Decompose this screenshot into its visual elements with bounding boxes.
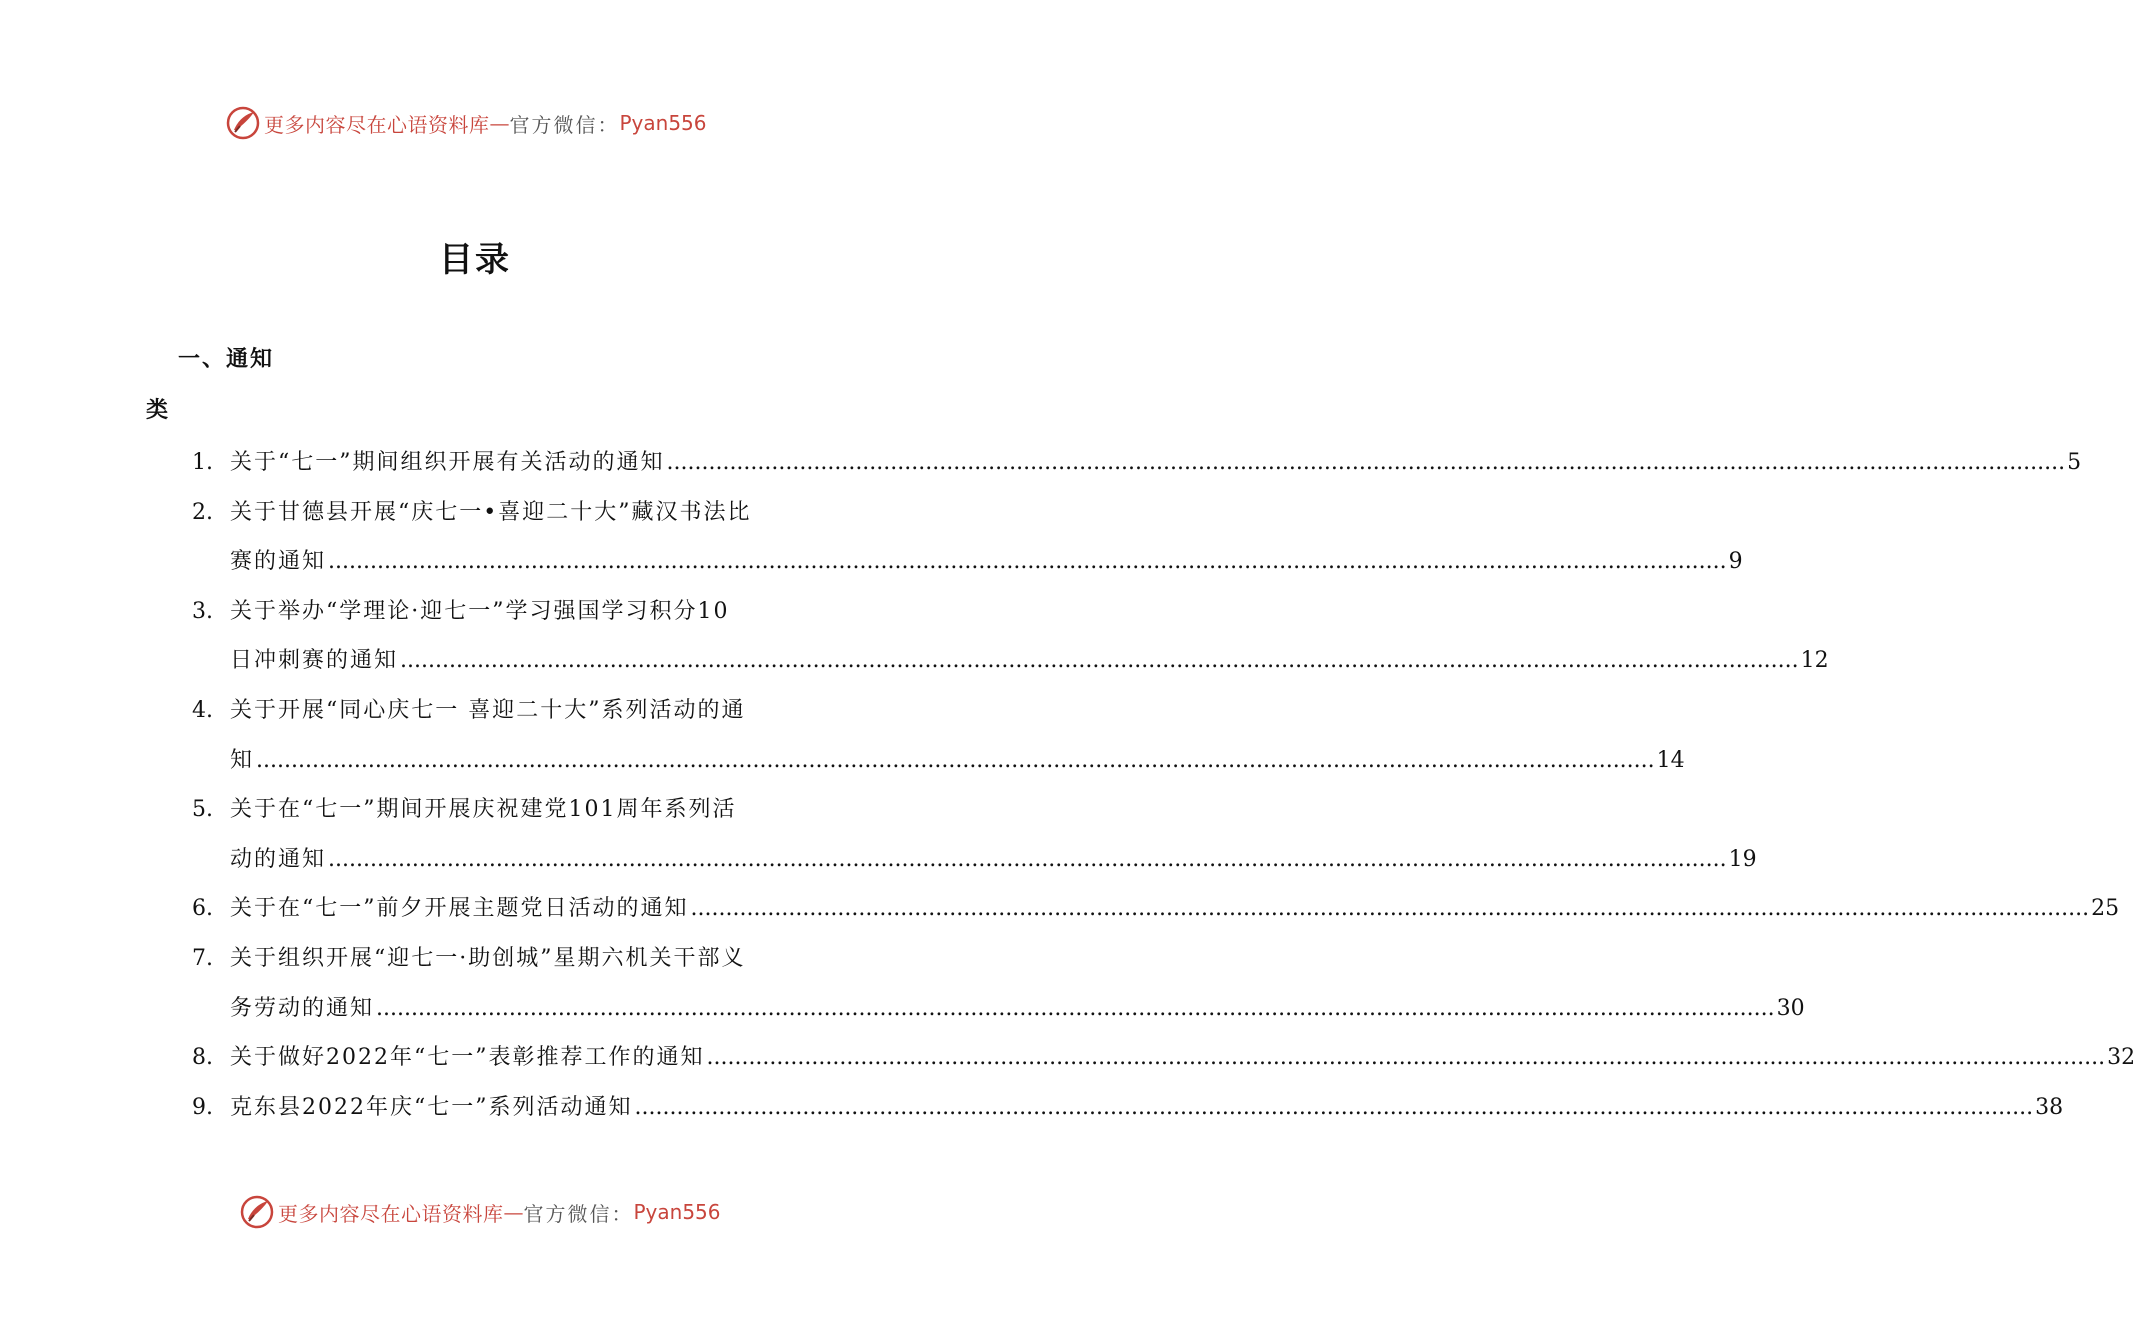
toc-dot-leader: ........................................................................................................................................................................................................ (634, 1094, 2034, 1120)
toc-entry-title: 关于做好2022年“七一”表彰推荐工作的通知 (230, 1045, 705, 1071)
toc-entry-number: 2. (192, 499, 213, 525)
toc-entry-body (230, 1033, 2135, 1083)
toc-page-number: 14 (1656, 747, 1685, 773)
toc-dot-leader: ........................................................................................................................................................................................................ (376, 995, 1775, 1021)
header-watermark (226, 103, 707, 143)
toc-entry[interactable] (192, 1083, 2064, 1133)
toc-entry-leader-line (230, 537, 1743, 587)
toc-dot-leader: ........................................................................................................................................................................................................ (666, 450, 2066, 475)
toc-entry-number: 7. (192, 945, 213, 971)
toc-page-number: 5 (2067, 450, 2082, 475)
toc-entry-leader-line (230, 835, 1757, 885)
toc-entry-title: 关于在“七一”前夕开展主题党日活动的通知 (230, 896, 689, 922)
toc-dot-leader: ........................................................................................................................................................................................................ (690, 896, 2090, 922)
watermark-brand: 更多内容尽在心语资料库 (278, 1201, 504, 1226)
toc-entry[interactable] (192, 884, 2120, 934)
toc-entry-leader-line (230, 1033, 2135, 1083)
toc-entry-leader-line (230, 636, 1829, 686)
watermark-official: 官方微信： (509, 112, 620, 137)
toc-entry-title: 关于“七一”期间组织开展有关活动的通知 (230, 450, 665, 475)
toc-entry-leader-line (230, 1083, 2064, 1133)
toc-dot-leader: ........................................................................................................................................................................................................ (400, 648, 1799, 674)
quill-logo-icon (226, 106, 260, 140)
toc-entry[interactable] (192, 686, 1685, 785)
toc-entry-number: 3. (192, 598, 213, 624)
toc-page-number: 25 (2091, 896, 2120, 922)
toc-entry-title-line: 关于在“七一”期间开展庆祝建党101周年系列活 (230, 797, 737, 823)
section-heading-wrap: 类 (146, 398, 169, 423)
toc-entry[interactable] (192, 488, 1743, 587)
toc-entry-title-line: 关于组织开展“迎七一·助创城”星期六机关干部义 (230, 945, 746, 971)
toc-entry-number: 1. (192, 450, 213, 475)
watermark-brand: 更多内容尽在心语资料库 (264, 112, 490, 137)
watermark-dash: — (489, 111, 510, 135)
toc-entry-number: 4. (192, 697, 213, 723)
toc-entry-leader-line (230, 736, 1685, 786)
toc-entry[interactable] (192, 587, 1829, 686)
toc-entry-leader-line (230, 884, 2120, 934)
toc-entry-title: 动的通知 (230, 846, 327, 872)
toc-entry-body (230, 438, 2082, 488)
toc-page-number: 30 (1776, 995, 1805, 1021)
toc-entry-title: 知 (230, 747, 255, 773)
toc-entry-body (230, 934, 1805, 1033)
toc-dot-leader: ........................................................................................................................................................................................................ (706, 1045, 2106, 1071)
toc-entry-body (230, 1083, 2064, 1133)
toc-entry-number: 6. (192, 896, 213, 922)
toc-entry-title-line: 关于开展“同心庆七一 喜迎二十大”系列活动的通 (230, 697, 746, 723)
toc-entry-number: 8. (192, 1045, 213, 1071)
toc-dot-leader: ........................................................................................................................................................................................................ (328, 846, 1727, 872)
toc-entry[interactable] (192, 438, 2082, 488)
toc-page-number: 9 (1728, 549, 1743, 575)
toc-page-number: 12 (1800, 648, 1829, 674)
watermark-wechat-id: Pyan556 (633, 1200, 721, 1224)
toc-entry-number: 9. (192, 1094, 213, 1120)
toc-dot-leader: ........................................................................................................................................................................................................ (256, 747, 1655, 773)
toc-entry[interactable] (192, 785, 1757, 884)
toc-page-number: 32 (2107, 1045, 2135, 1071)
toc-entry-leader-line (230, 438, 2082, 488)
toc-dot-leader: ........................................................................................................................................................................................................ (328, 549, 1727, 575)
toc-entry-body (230, 884, 2120, 934)
table-of-contents (192, 438, 2135, 1132)
toc-page-number: 38 (2035, 1094, 2064, 1120)
section-heading: 一、通知 (178, 347, 275, 372)
toc-entry-number: 5. (192, 797, 213, 823)
toc-entry-body (230, 785, 1757, 884)
footer-watermark (240, 1192, 721, 1232)
toc-entry-title: 日冲刺赛的通知 (230, 648, 399, 674)
toc-page-number: 19 (1728, 846, 1757, 872)
toc-entry-body (230, 488, 1743, 587)
toc-entry[interactable] (192, 1033, 2135, 1083)
toc-entry-body (230, 587, 1829, 686)
toc-entry-body (230, 686, 1685, 785)
watermark-official: 官方微信： (523, 1201, 634, 1226)
toc-entry-title: 克东县2022年庆“七一”系列活动通知 (230, 1094, 633, 1120)
toc-entry[interactable] (192, 934, 1805, 1033)
toc-entry-title-line: 关于甘德县开展“庆七一•喜迎二十大”藏汉书法比 (230, 499, 752, 525)
page-title: 目录 (439, 240, 511, 280)
quill-logo-icon (240, 1195, 274, 1229)
toc-entry-title-line: 关于举办“学理论·迎七一”学习强国学习积分10 (230, 598, 730, 624)
toc-entry-title: 务劳动的通知 (230, 995, 375, 1021)
toc-entry-title: 赛的通知 (230, 549, 327, 575)
watermark-dash: — (503, 1200, 524, 1224)
toc-entry-leader-line (230, 984, 1805, 1034)
watermark-wechat-id: Pyan556 (619, 111, 707, 135)
